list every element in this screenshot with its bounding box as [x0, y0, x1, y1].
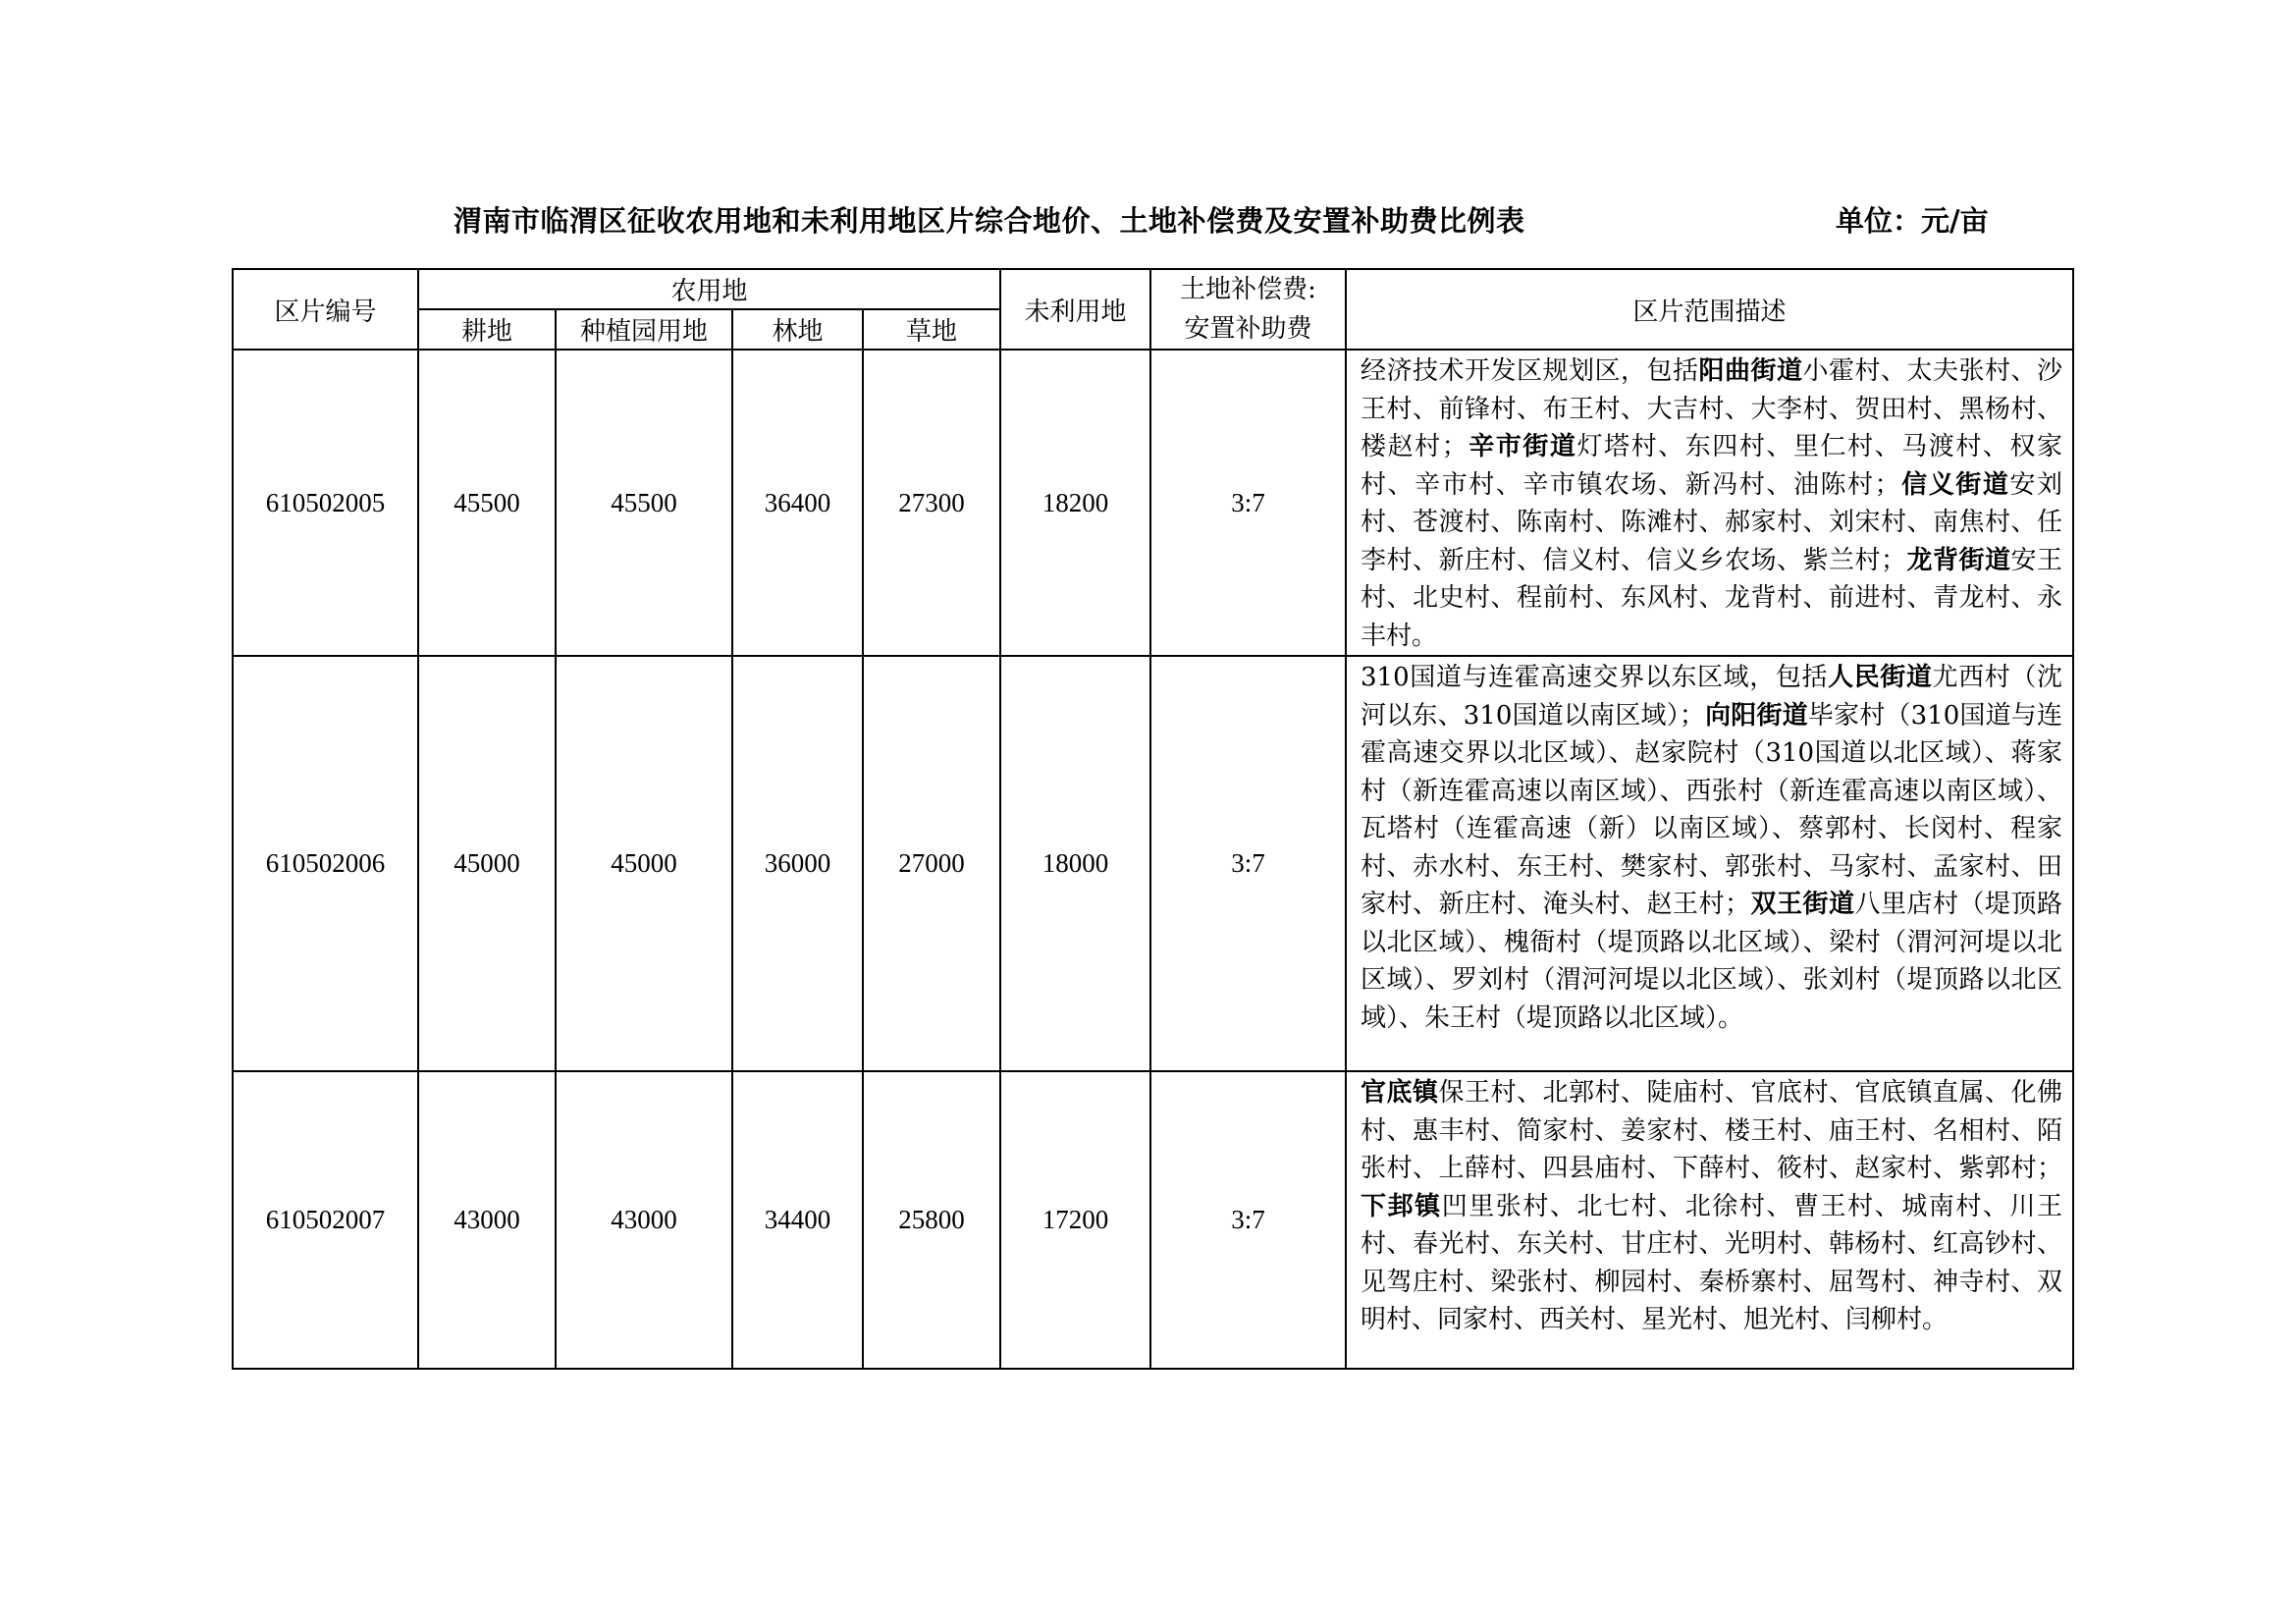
- plantation-cell: 45500: [556, 350, 732, 656]
- cultivated-cell: 43000: [418, 1071, 556, 1369]
- unused-cell: 18200: [1000, 350, 1150, 656]
- ratio-cell: 3:7: [1150, 350, 1346, 656]
- district-name: 官底镇: [1361, 1078, 1439, 1108]
- header-description: 区片范围描述: [1346, 269, 2073, 350]
- table-body: [233, 350, 2073, 1369]
- table-header: [233, 269, 2073, 350]
- grassland-cell: 27000: [863, 656, 1000, 1071]
- description-text: 毕家村（310国道与连霍高速交界以北区域）、赵家院村（310国道以北区域）、蒋家村（新连霍高速以南区域）、西张村（新连霍高速以南区域）、瓦塔村（连霍高速（新）以南区域）、蔡郭村、长闵村、程家村、赤水村、东王村、樊家村、郭张村、马家村、孟家村、田家村、新庄村、淹头村、赵王村；: [1361, 700, 2063, 919]
- forest-cell: 36400: [732, 350, 863, 656]
- description-cell: [1346, 350, 2073, 656]
- plantation-cell: 43000: [556, 1071, 732, 1369]
- description-text: 凹里张村、北七村、北徐村、曹王村、城南村、川王村、春光村、东关村、甘庄村、光明村、韩杨村、红高钞村、见驾庄村、梁张村、柳园村、秦桥寨村、屈驾村、神寺村、双明村、同家村、西关村、星光村、旭光村、闫柳村。: [1361, 1191, 2063, 1334]
- price-table: [232, 268, 2074, 1370]
- district-name: 信义街道: [1899, 469, 2010, 500]
- district-name: 下邽镇: [1361, 1191, 1442, 1221]
- description-text: 经济技术开发区规划区，包括: [1361, 356, 1699, 386]
- unused-cell: 17200: [1000, 1071, 1150, 1369]
- grassland-cell: 25800: [863, 1071, 1000, 1369]
- description-text: 八里店村（堤顶路以北区域）、槐衙村（堤顶路以北区域）、梁村（渭河河堤以北区域）、罗刘村（渭河河堤以北区域）、张刘村（堤顶路以北区域）、朱王村（堤顶路以北区域）。: [1361, 890, 2063, 1033]
- ratio-cell: 3:7: [1150, 1071, 1346, 1369]
- description-text: 小霍村、太夫张村、沙王村、前锋村、布王村、大吉村、大李村、贺田村、黑杨村、楼赵村；: [1361, 356, 2063, 461]
- forest-cell: 34400: [732, 1071, 863, 1369]
- header-ratio: [1150, 269, 1346, 350]
- description-cell: [1346, 1071, 2073, 1369]
- header-forest: 林地: [732, 309, 863, 350]
- description-text: 310国道与连霍高速交界以东区域，包括: [1361, 663, 1829, 692]
- zone-code-cell: 610502005: [233, 350, 418, 656]
- header-grassland: 草地: [863, 309, 1000, 350]
- header-unused: 未利用地: [1000, 269, 1150, 350]
- description-text: 灯塔村、东四村、里仁村、马渡村、权家村、辛市村、辛市镇农场、新冯村、油陈村；: [1361, 432, 2062, 500]
- district-name: 向阳街道: [1704, 700, 1808, 731]
- description-text: 保王村、北郭村、陡庙村、官底村、官底镇直属、化佛村、惠丰村、简家村、姜家村、楼王村、庙王村、名相村、陌张村、上薛村、四县庙村、下薛村、筱村、赵家村、紫郭村；: [1361, 1078, 2063, 1183]
- forest-cell: 36000: [732, 656, 863, 1071]
- page-title: 渭南市临渭区征收农用地和未利用地区片综合地价、土地补偿费及安置补助费比例表: [454, 204, 1525, 238]
- zone-code-cell: 610502007: [233, 1071, 418, 1369]
- table-row: [233, 1071, 2073, 1369]
- table-row: [233, 350, 2073, 656]
- grassland-cell: 27300: [863, 350, 1000, 656]
- ratio-cell: 3:7: [1150, 656, 1346, 1071]
- header-ratio-line1: 土地补偿费:: [1180, 275, 1316, 304]
- header-ratio-line2: 安置补助费: [1184, 314, 1312, 344]
- description-text: 安刘村、苍渡村、陈南村、陈滩村、郝家村、刘宋村、南焦村、任李村、新庄村、信义村、信义乡农场、紫兰村；: [1361, 469, 2063, 575]
- title-row: [0, 199, 2296, 239]
- district-name: 辛市街道: [1467, 432, 1577, 461]
- description-text: 尤西村（沈河以东、310国道以南区域）；: [1361, 663, 2062, 731]
- table-row: [233, 656, 2073, 1071]
- description-cell: [1346, 656, 2073, 1071]
- unit-label: 单位：元/亩: [1836, 204, 1989, 238]
- zone-code-cell: 610502006: [233, 656, 418, 1071]
- header-cultivated: 耕地: [418, 309, 556, 350]
- plantation-cell: 45000: [556, 656, 732, 1071]
- header-plantation: 种植园用地: [556, 309, 732, 350]
- header-farmland: 农用地: [418, 269, 1000, 309]
- district-name: 龙背街道: [1905, 545, 2011, 575]
- district-name: 双王街道: [1750, 890, 1855, 919]
- unused-cell: 18000: [1000, 656, 1150, 1071]
- cultivated-cell: 45000: [418, 656, 556, 1071]
- cultivated-cell: 45500: [418, 350, 556, 656]
- header-zone-code: 区片编号: [233, 269, 418, 350]
- district-name: 阳曲街道: [1698, 356, 1803, 386]
- description-text: 安王村、北史村、程前村、东风村、龙背村、前进村、青龙村、永丰村。: [1361, 545, 2063, 651]
- district-name: 人民街道: [1828, 663, 1933, 692]
